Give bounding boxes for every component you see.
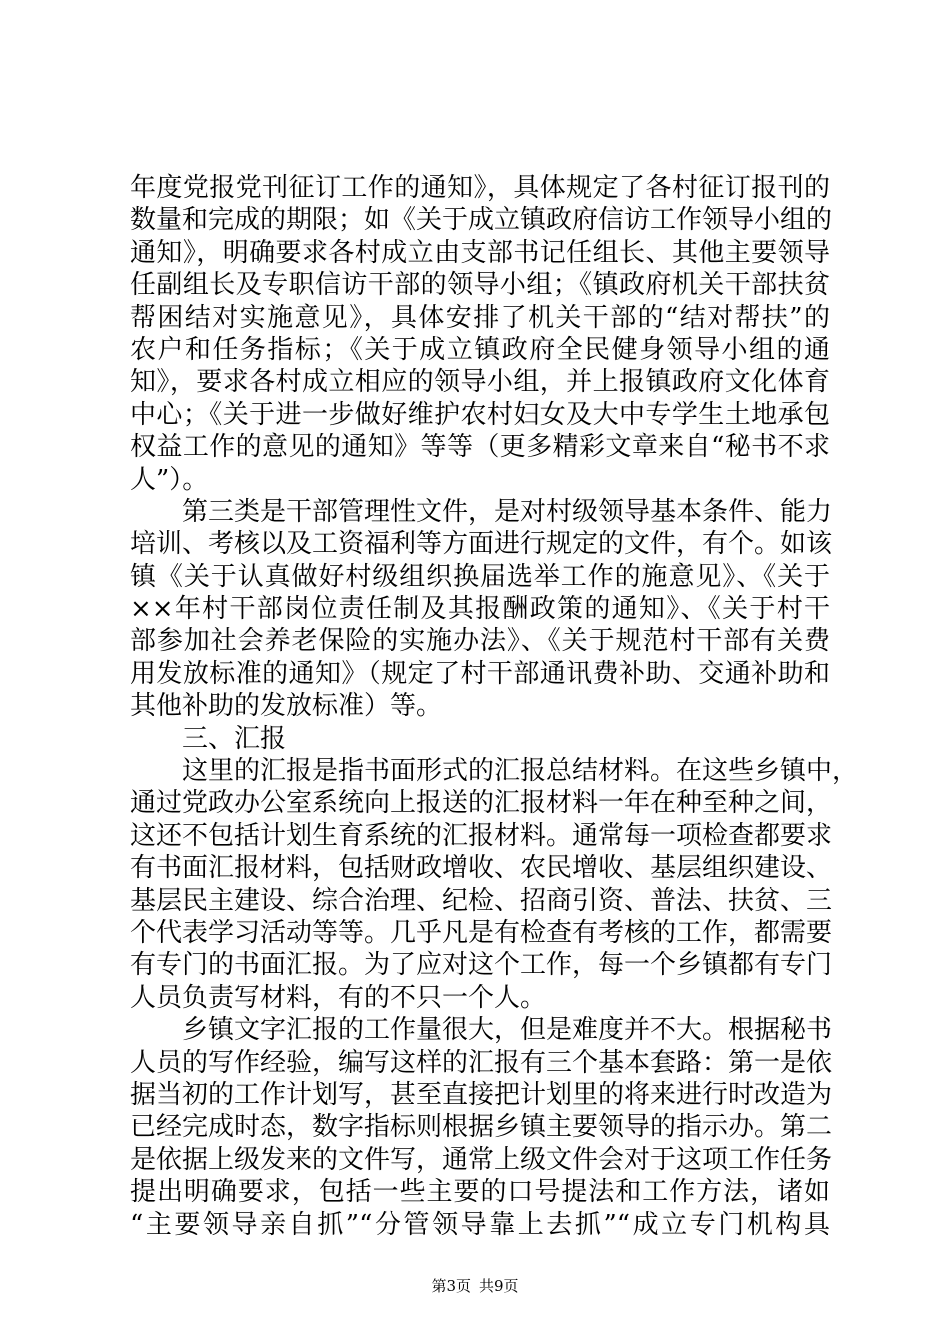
text-line: 权益工作的意见的通知》等等（更多精彩文章来自“秘书不求 [130, 432, 830, 463]
text-line: 中心；《关于进一步做好维护农村妇女及大中专学生土地承包 [130, 399, 830, 430]
text-line: 通过党政办公室系统向上报送的汇报材料一年在种至种之间， [130, 788, 833, 819]
text-line: 镇《关于认真做好村级组织换届选举工作的施意见》、《关于 [130, 561, 830, 592]
text-line: 人”）。 [130, 464, 209, 495]
text-line: 是依据上级发来的文件写，通常上级文件会对于这项工作任务 [130, 1144, 833, 1175]
text-line: 人员的写作经验，编写这样的汇报有三个基本套路：第一是依 [130, 1047, 833, 1078]
text-line: 年度党报党刊征订工作的通知》，具体规定了各村征订报刊的 [130, 173, 830, 203]
page-number-current: 第3页 [431, 1277, 471, 1295]
paragraph-first-line: 这里的汇报是指书面形式的汇报总结材料。在这些乡镇中， [182, 756, 859, 787]
text-line: 个代表学习活动等等。几乎凡是有检查有考核的工作，都需要 [130, 917, 833, 948]
text-line: 有书面汇报材料，包括财政增收、农民增收、基层组织建设、 [130, 853, 833, 884]
text-line: 部参加社会养老保险的实施办法》、《关于规范村干部有关费 [130, 626, 830, 657]
paragraph-first-line: 乡镇文字汇报的工作量很大，但是难度并不大。根据秘书 [182, 1015, 833, 1046]
section-heading: 三、汇报 [182, 723, 287, 754]
text-line: 农户和任务指标；《关于成立镇政府全民健身领导小组的通 [130, 334, 830, 365]
document-body [130, 172, 859, 1241]
text-line: 这还不包括计划生育系统的汇报材料。通常每一项检查都要求 [130, 820, 833, 851]
text-line: 提出明确要求，包括一些主要的口号提法和工作方法，诸如 [130, 1177, 830, 1208]
text-line: 任副组长及专职信访干部的领导小组；《镇政府机关干部扶贫 [130, 270, 830, 301]
text-line: 有专门的书面汇报。为了应对这个工作，每一个乡镇都有专门 [130, 950, 833, 981]
text-line: 据当初的工作计划写，甚至直接把计划里的将来进行时改造为 [130, 1079, 833, 1110]
page-number-total: 共9页 [479, 1277, 519, 1295]
text-line: 帮困结对实施意见》，具体安排了机关干部的“结对帮扶”的 [130, 302, 830, 333]
text-line: 其他补助的发放标准）等。 [130, 691, 443, 722]
text-line: 已经完成时态，数字指标则根据乡镇主要领导的指示办。第二 [130, 1112, 833, 1143]
text-line: “主要领导亲自抓”“分管领导靠上去抓”“成立专门机构具 [130, 1209, 830, 1240]
paragraph-first-line: 第三类是干部管理性文件，是对村级领导基本条件、能力 [182, 496, 833, 527]
text-line: 人员负责写材料，有的不只一个人。 [130, 982, 547, 1013]
text-line: ××年村干部岗位责任制及其报酬政策的通知》、《关于村干 [130, 594, 830, 625]
page-footer [0, 1275, 950, 1296]
text-line: 培训、考核以及工资福利等方面进行规定的文件，有个。如该 [130, 529, 833, 560]
text-line: 数量和完成的期限；如《关于成立镇政府信访工作领导小组的 [130, 205, 833, 236]
text-line: 知》，要求各村成立相应的领导小组，并上报镇政府文化体育 [130, 367, 830, 398]
text-line: 通知》，明确要求各村成立由支部书记任组长、其他主要领导 [130, 237, 830, 268]
text-line: 用发放标准的通知》（规定了村干部通讯费补助、交通补助和 [130, 658, 830, 689]
text-line: 基层民主建设、综合治理、纪检、招商引资、普法、扶贫、三 [130, 885, 833, 916]
